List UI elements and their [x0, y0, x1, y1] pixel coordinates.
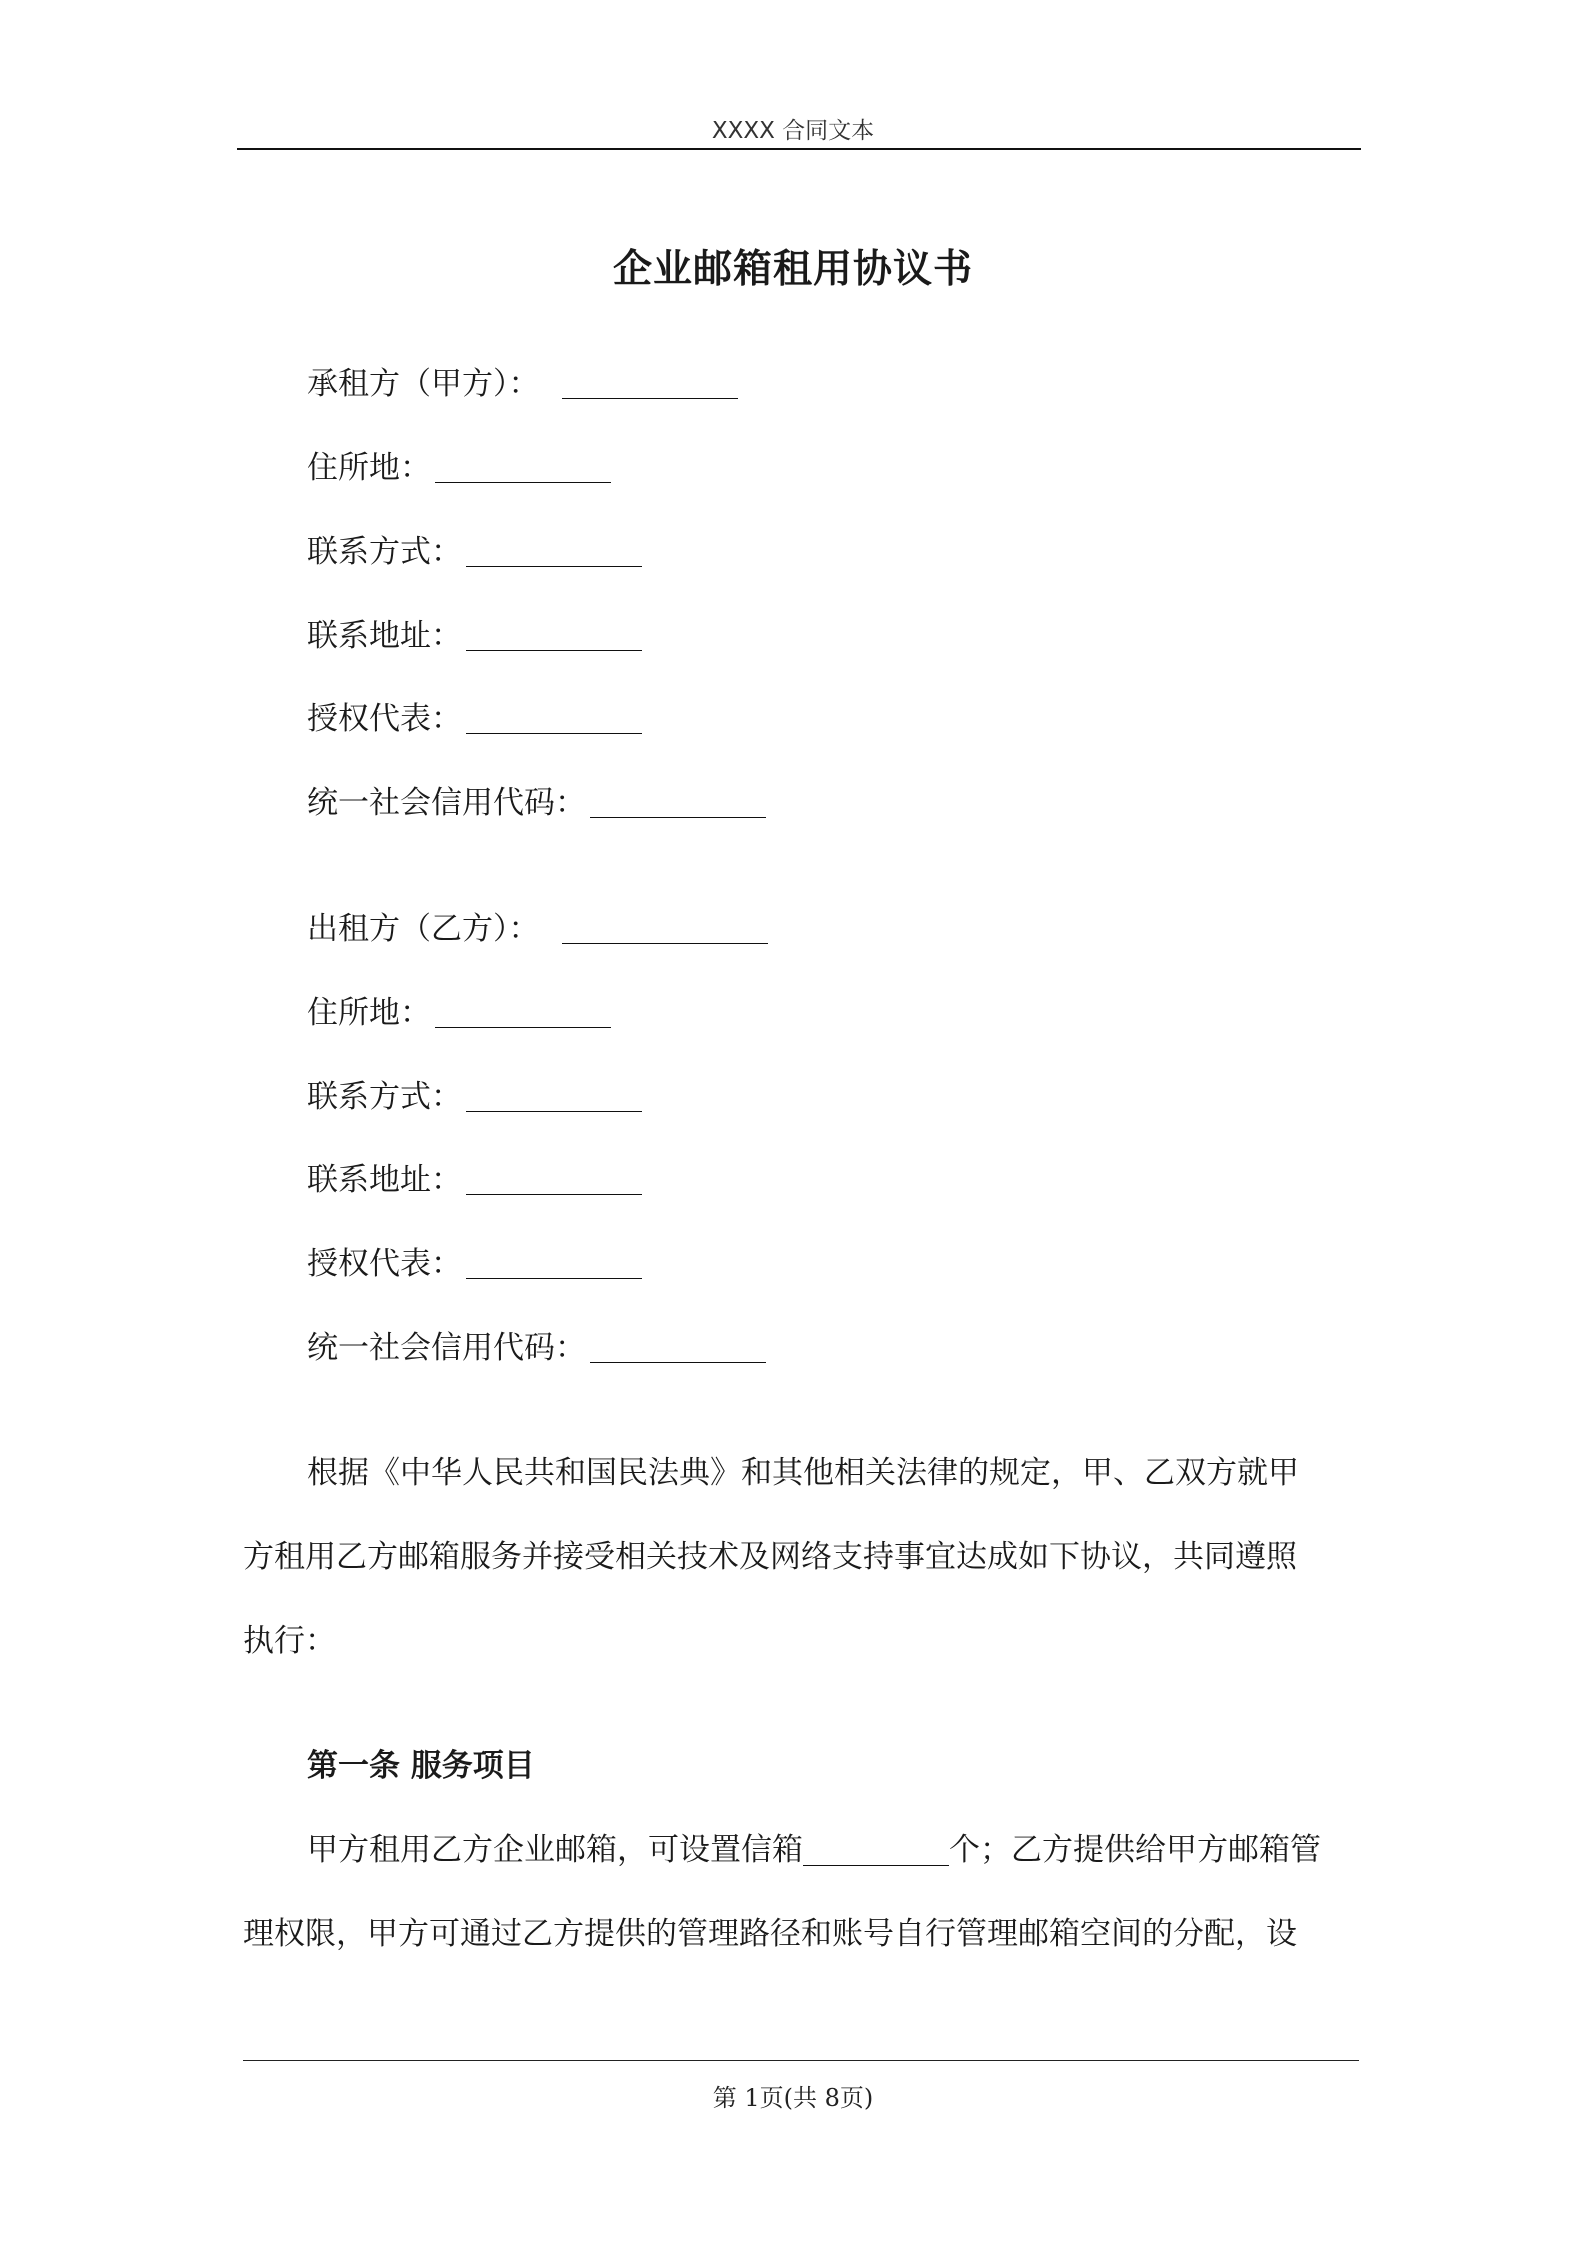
party-a-address-field	[307, 446, 611, 490]
party-a-contact-address-blank[interactable]	[466, 650, 642, 651]
page-number: 第 1页(共 8页)	[712, 2084, 874, 2112]
preamble-line-1: 根据《中华人民共和国民法典》和其他相关法律的规定，甲、乙双方就甲	[307, 1455, 1299, 1491]
party-b-address-label: 住所地：	[307, 995, 431, 1031]
party-a-role-blank[interactable]	[562, 398, 738, 399]
running-header: XXXX 合同文本	[711, 118, 875, 144]
party-a-role-label: 承租方（甲方）：	[307, 366, 540, 402]
party-b-role-label: 出租方（乙方）：	[307, 911, 540, 947]
party-a-credit-code-field	[307, 781, 766, 825]
article-1-line-2: 理权限，甲方可通过乙方提供的管理路径和账号自行管理邮箱空间的分配，设	[243, 1916, 1297, 1952]
party-b-representative-blank[interactable]	[466, 1278, 642, 1279]
mailbox-count-blank[interactable]	[803, 1833, 949, 1866]
party-a-contact-address-label: 联系地址：	[307, 618, 462, 654]
party-b-representative-field	[307, 1242, 642, 1286]
party-b-contact-blank[interactable]	[466, 1111, 642, 1112]
document-title: 企业邮箱租用协议书	[612, 247, 973, 292]
party-a-representative-field	[307, 697, 642, 741]
party-b-role-field	[307, 907, 768, 951]
party-b-credit-code-label: 统一社会信用代码：	[307, 1330, 586, 1366]
party-a-address-label: 住所地：	[307, 450, 431, 486]
header-divider	[237, 148, 1361, 150]
party-a-contact-field	[307, 530, 642, 574]
preamble-line-3: 执行：	[243, 1623, 336, 1659]
preamble-line-2: 方租用乙方邮箱服务并接受相关技术及网络支持事宜达成如下协议，共同遵照	[243, 1539, 1297, 1575]
party-b-credit-code-blank[interactable]	[590, 1362, 766, 1363]
party-a-representative-label: 授权代表：	[307, 701, 462, 737]
party-b-contact-address-field	[307, 1158, 642, 1202]
article-1-line-1	[307, 1828, 1321, 1872]
party-a-contact-blank[interactable]	[466, 566, 642, 567]
article-1-line-1-after: 个；乙方提供给甲方邮箱管	[949, 1832, 1321, 1868]
footer-divider	[243, 2060, 1359, 2061]
party-b-address-field	[307, 991, 611, 1035]
party-a-contact-address-field	[307, 614, 642, 658]
party-a-contact-label: 联系方式：	[307, 534, 462, 570]
party-b-credit-code-field	[307, 1326, 766, 1370]
party-a-credit-code-label: 统一社会信用代码：	[307, 785, 586, 821]
party-b-contact-address-blank[interactable]	[466, 1194, 642, 1195]
party-a-role-field	[307, 362, 738, 406]
party-b-contact-address-label: 联系地址：	[307, 1162, 462, 1198]
party-a-credit-code-blank[interactable]	[590, 817, 766, 818]
party-a-address-blank[interactable]	[435, 482, 611, 483]
party-b-role-blank[interactable]	[562, 943, 768, 944]
party-b-address-blank[interactable]	[435, 1027, 611, 1028]
party-b-representative-label: 授权代表：	[307, 1246, 462, 1282]
article-1-line-1-before: 甲方租用乙方企业邮箱，可设置信箱	[307, 1832, 803, 1868]
party-a-representative-blank[interactable]	[466, 733, 642, 734]
party-b-contact-label: 联系方式：	[307, 1079, 462, 1115]
party-b-contact-field	[307, 1075, 642, 1119]
article-1-heading: 第一条 服务项目	[307, 1748, 535, 1784]
